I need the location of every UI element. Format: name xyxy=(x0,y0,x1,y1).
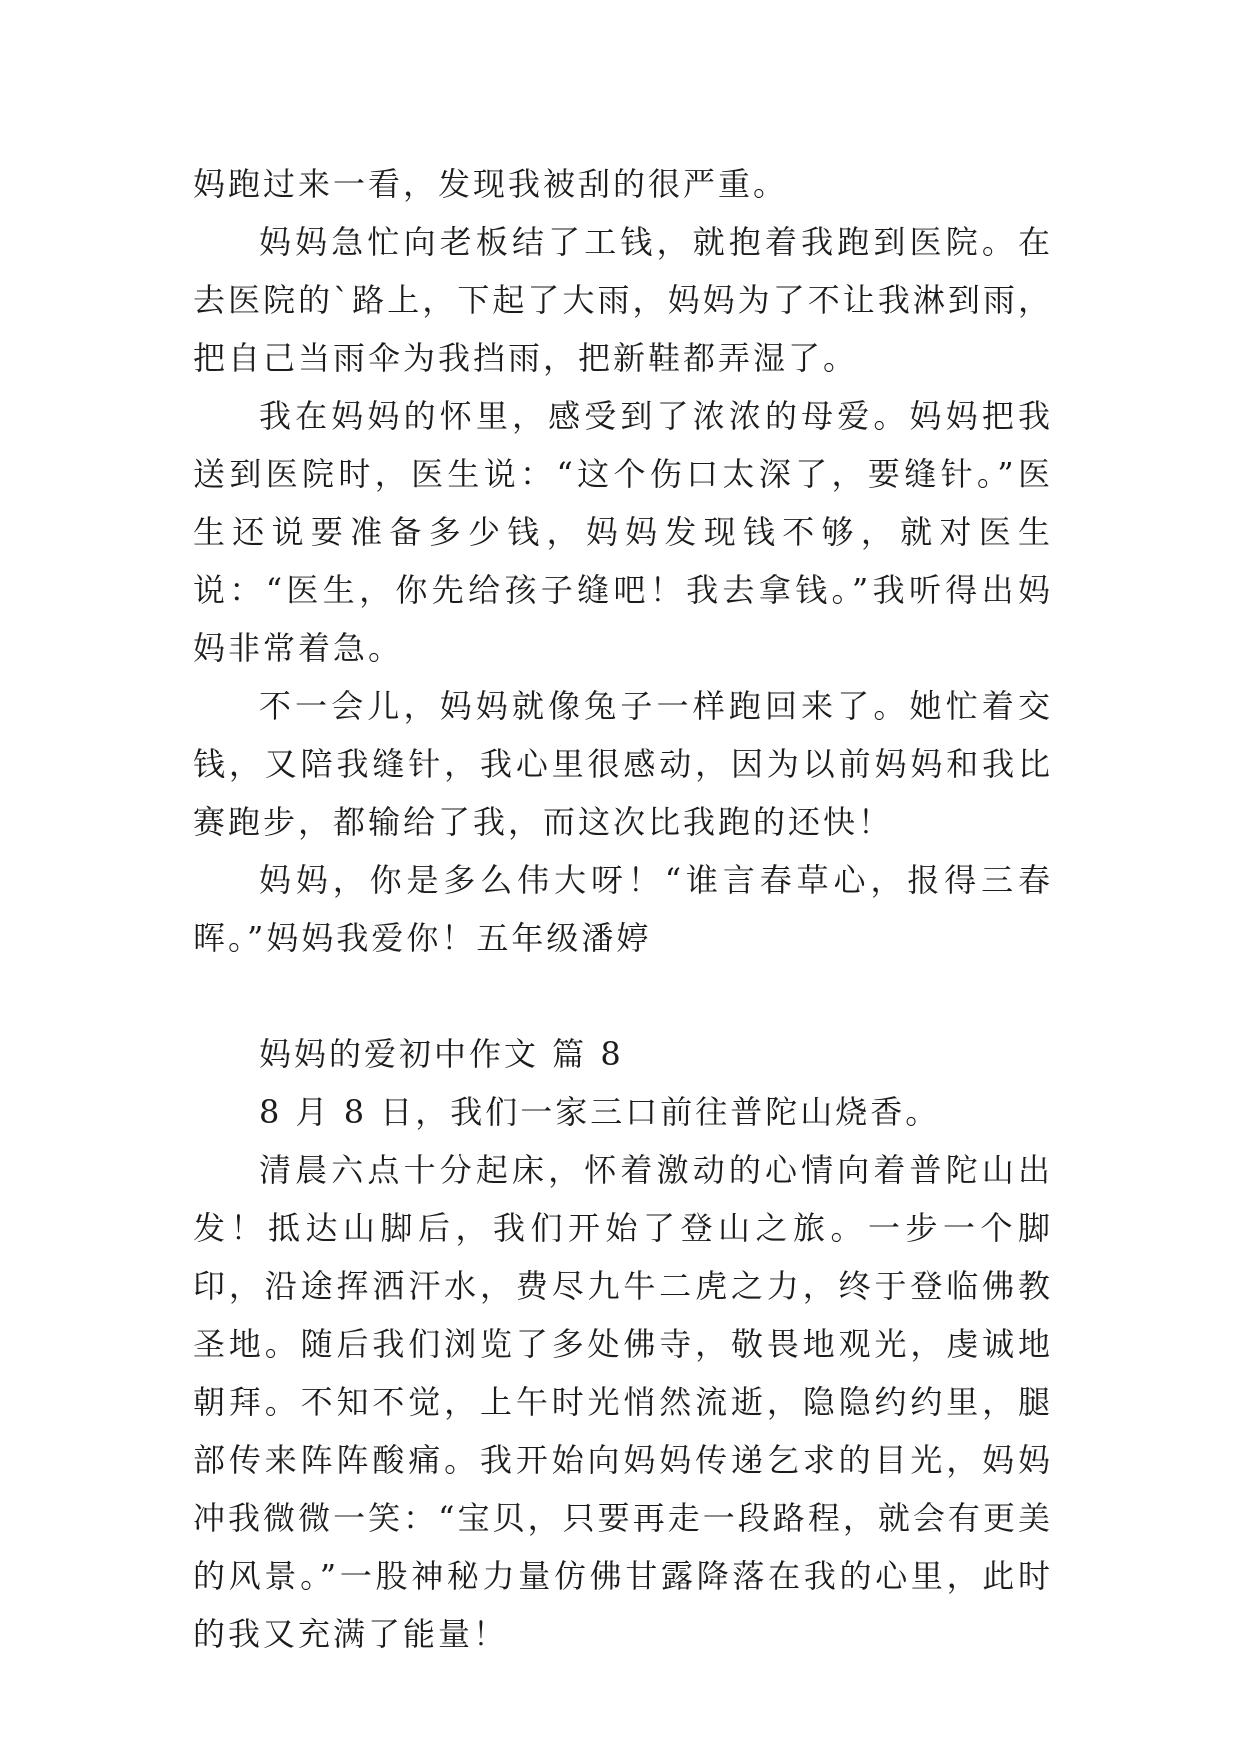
section-spacer xyxy=(193,967,1053,1025)
paragraph-continuation: 妈跑过来一看，发现我被刮的很严重。 xyxy=(193,165,789,203)
section-heading: 妈妈的爱初中作文 篇 8 xyxy=(259,1035,624,1073)
paragraph: 8 月 8 日，我们一家三口前往普陀山烧香。 xyxy=(259,1093,941,1131)
document-body xyxy=(193,155,1053,1663)
paragraph: 不一会儿，妈妈就像兔子一样跑回来了。她忙着交钱，又陪我缝针，我心里很感动，因为以前妈妈和我比赛跑步，都输给了我，而这次比我跑的还快！ xyxy=(193,687,1053,841)
paragraph: 清晨六点十分起床，怀着激动的心情向着普陀山出发！抵达山脚后，我们开始了登山之旅。一步一个脚印，沿途挥洒汗水，费尽九牛二虎之力，终于登临佛教圣地。随后我们浏览了多处佛寺，敬畏地观光，虔诚地朝拜。不知不觉，上午时光悄然流逝，隐隐约约里，腿部传来阵阵酸痛。我开始向妈妈传递乞求的目光，妈妈冲我微微一笑：“宝贝，只要再走一段路程，就会有更美的风景。”一股神秘力量仿佛甘露降落在我的心里，此时的我又充满了能量！ xyxy=(193,1151,1053,1653)
paragraph: 我在妈妈的怀里，感受到了浓浓的母爱。妈妈把我送到医院时，医生说：“这个伤口太深了，要缝针。”医生还说要准备多少钱，妈妈发现钱不够，就对医生说：“医生，你先给孩子缝吧！我去拿钱。”我听得出妈妈非常着急。 xyxy=(193,397,1053,667)
paragraph: 妈妈，你是多么伟大呀！“谁言春草心，报得三春晖。”妈妈我爱你！五年级潘婷 xyxy=(193,861,1053,957)
paragraph: 妈妈急忙向老板结了工钱，就抱着我跑到医院。在去医院的`路上，下起了大雨，妈妈为了不让我淋到雨，把自己当雨伞为我挡雨，把新鞋都弄湿了。 xyxy=(193,223,1053,377)
